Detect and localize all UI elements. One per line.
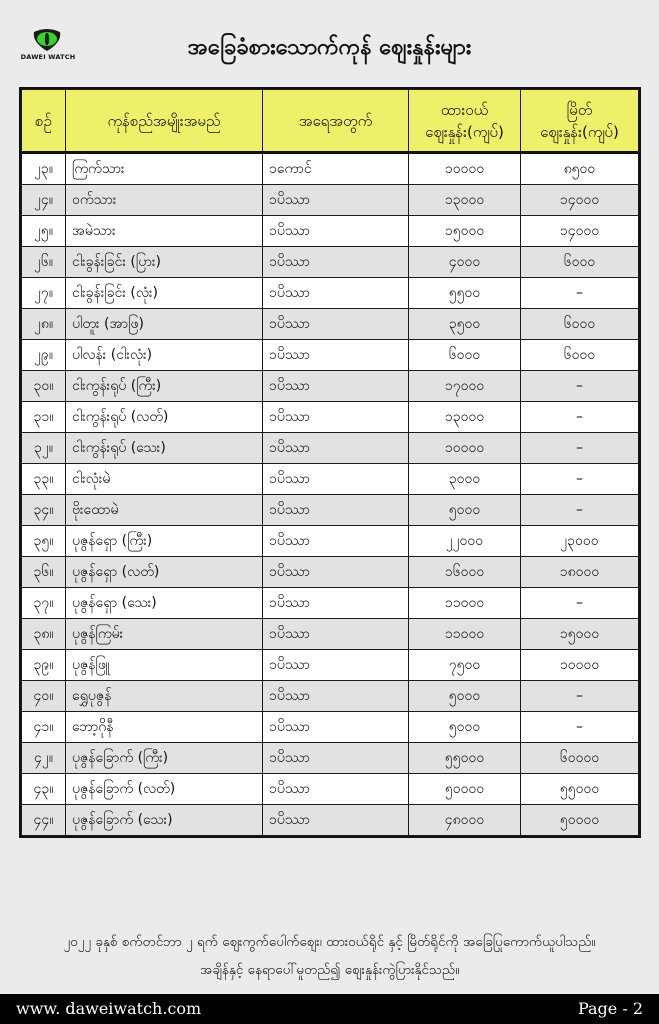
row-dawei-price: ၁၁၀၀၀ (409, 588, 521, 619)
row-unit: ၁ပိဿာ (263, 557, 409, 588)
row-myeik-price: ၂၃၀၀၀ (521, 526, 639, 557)
row-item-name: ပုဇွန်ရှော (လတ်) (66, 557, 263, 588)
row-dawei-price: ၁၃၀၀၀ (409, 185, 521, 216)
table-row (22, 774, 639, 805)
row-number: ၂၄။ (22, 185, 66, 216)
row-number: ၃၄။ (22, 495, 66, 526)
table-header-row (22, 90, 639, 153)
table-row (22, 185, 639, 216)
row-unit: ၁ပိဿာ (263, 774, 409, 805)
row-number: ၃၂။ (22, 433, 66, 464)
row-number: ၄၂။ (22, 743, 66, 774)
row-item-name: ငါးလုံးမဲ (66, 464, 263, 495)
row-item-name: ငါးကွန်းရုပ် (သေး) (66, 433, 263, 464)
row-item-name: ငါးကွန်းရုပ် (ကြီး) (66, 371, 263, 402)
row-unit: ၁ပိဿာ (263, 309, 409, 340)
row-myeik-price: – (521, 371, 639, 402)
page-title: အခြေခံစားသောက်ကုန် ဈေးနှုန်းများ (187, 35, 472, 60)
row-dawei-price: ၅၀၀၀ (409, 495, 521, 526)
table-row (22, 619, 639, 650)
row-dawei-price: ၄၈၀၀၀ (409, 805, 521, 836)
header-myeik-line2: ဈေးနှုန်း(ကျပ်) (540, 122, 619, 141)
row-unit: ၁ပိဿာ (263, 216, 409, 247)
row-item-name: ရွှေပုဇွန် (66, 681, 263, 712)
row-unit: ၁ပိဿာ (263, 402, 409, 433)
row-number: ၃၅။ (22, 526, 66, 557)
row-number: ၂၇။ (22, 278, 66, 309)
row-myeik-price: – (521, 495, 639, 526)
footer-bar (0, 994, 659, 1024)
row-myeik-price: – (521, 681, 639, 712)
row-myeik-price: ၅၅၀၀၀ (521, 774, 639, 805)
table-row (22, 557, 639, 588)
row-myeik-price: ၈၅၀၀ (521, 153, 639, 185)
row-myeik-price: ၆၀၀၀ (521, 340, 639, 371)
row-number: ၃၇။ (22, 588, 66, 619)
row-myeik-price: ၁၅၀၀၀ (521, 619, 639, 650)
table-row (22, 216, 639, 247)
footnote-date: ၂၀၂၂ ခုနှစ် စက်တင်ဘာ ၂ ရက် ဈေးကွက်ပေါက်ဈေး၊ ထားဝယ်ရိုင် နှင့် မြိတ်ရိုင်ကို အခြေပြုကောက်ယူပါသည်။ (63, 934, 596, 950)
row-dawei-price: ၁၆၀၀၀ (409, 557, 521, 588)
row-myeik-price: – (521, 402, 639, 433)
price-table (21, 89, 639, 836)
row-number: ၃၁။ (22, 402, 66, 433)
footer-page-number: Page - 2 (577, 999, 643, 1018)
row-dawei-price: ၁၁၀၀၀ (409, 619, 521, 650)
header-dawei-price (409, 90, 521, 153)
row-unit: ၁ပိဿာ (263, 619, 409, 650)
row-number: ၃၈။ (22, 619, 66, 650)
table-row (22, 371, 639, 402)
row-unit: ၁ပိဿာ (263, 588, 409, 619)
row-unit: ၁ပိဿာ (263, 185, 409, 216)
header-myeik-price (521, 90, 639, 153)
table-row (22, 278, 639, 309)
row-dawei-price: ၁၇၀၀၀ (409, 371, 521, 402)
table-row (22, 743, 639, 774)
row-unit: ၁ပိဿာ (263, 371, 409, 402)
row-unit: ၁ပိဿာ (263, 712, 409, 743)
row-dawei-price: ၅၅၀၀၀ (409, 743, 521, 774)
table-row (22, 340, 639, 371)
brand-name: DAWEI WATCH (20, 53, 76, 61)
row-number: ၃၀။ (22, 371, 66, 402)
row-item-name: ပုဇွန်ခြောက် (လတ်) (66, 774, 263, 805)
row-myeik-price: ၁၄၀၀၀ (521, 216, 639, 247)
row-unit: ၁ပိဿာ (263, 433, 409, 464)
row-unit: ၁ကောင် (263, 153, 409, 185)
row-unit: ၁ပိဿာ (263, 805, 409, 836)
row-number: ၂၈။ (22, 309, 66, 340)
row-dawei-price: ၅၀၀၀၀ (409, 774, 521, 805)
row-item-name: ဗိုးထောမဲ (66, 495, 263, 526)
row-dawei-price: ၅၀၀၀ (409, 712, 521, 743)
footnote-disclaimer: အချိန်နှင့် နေရာပေါ်မူတည်၍ ဈေးနှုန်းကွဲပြားနိုင်သည်။ (199, 962, 460, 978)
table-row (22, 153, 639, 185)
row-unit: ၁ပိဿာ (263, 681, 409, 712)
table-row (22, 588, 639, 619)
table-row (22, 309, 639, 340)
row-item-name: ကြက်သား (66, 153, 263, 185)
row-number: ၄၃။ (22, 774, 66, 805)
table-row (22, 495, 639, 526)
row-unit: ၁ပိဿာ (263, 743, 409, 774)
row-item-name: ပုဇွန်ဖြူ (66, 650, 263, 681)
row-myeik-price: – (521, 464, 639, 495)
row-item-name: ပါတူး (အာဖြ) (66, 309, 263, 340)
row-unit: ၁ပိဿာ (263, 278, 409, 309)
row-number: ၄၄။ (22, 805, 66, 836)
row-item-name: ပုဇွန်ခြောက် (ကြီး) (66, 743, 263, 774)
row-myeik-price: – (521, 433, 639, 464)
row-item-name: ပုဇွန်ရှော (သေး) (66, 588, 263, 619)
row-unit: ၁ပိဿာ (263, 464, 409, 495)
header-item: ကုန်စည်အမျိုးအမည် (66, 90, 263, 153)
row-number: ၂၆။ (22, 247, 66, 278)
footer-website: www. daweiwatch.com (16, 999, 202, 1018)
table-row (22, 247, 639, 278)
row-number: ၃၃။ (22, 464, 66, 495)
row-dawei-price: ၅၀၀၀ (409, 681, 521, 712)
row-dawei-price: ၆၀၀၀ (409, 340, 521, 371)
table-row (22, 464, 639, 495)
row-dawei-price: ၁၃၀၀၀ (409, 402, 521, 433)
row-dawei-price: ၅၅၀၀ (409, 278, 521, 309)
row-number: ၂၃။ (22, 153, 66, 185)
row-number: ၂၉။ (22, 340, 66, 371)
row-number: ၃၉။ (22, 650, 66, 681)
row-myeik-price: ၁၀၀၀၀ (521, 650, 639, 681)
row-item-name: ဘော့ဂိုနီ (66, 712, 263, 743)
row-item-name: ပုဇွန်ရှော (ကြီး) (66, 526, 263, 557)
row-myeik-price: ၆၀၀၀ (521, 247, 639, 278)
table-row (22, 805, 639, 836)
header-myeik-line1: မြိတ် (566, 100, 593, 119)
row-unit: ၁ပိဿာ (263, 247, 409, 278)
row-unit: ၁ပိဿာ (263, 340, 409, 371)
row-item-name: အမဲသား (66, 216, 263, 247)
row-item-name: ငါးကွန်းရုပ် (လတ်) (66, 402, 263, 433)
row-dawei-price: ၇၅၀၀ (409, 650, 521, 681)
table-row (22, 526, 639, 557)
row-myeik-price: – (521, 588, 639, 619)
row-myeik-price: ၁၈၀၀၀ (521, 557, 639, 588)
row-dawei-price: ၄၀၀၀ (409, 247, 521, 278)
table-row (22, 433, 639, 464)
row-dawei-price: ၃၅၀၀ (409, 309, 521, 340)
row-number: ၃၆။ (22, 557, 66, 588)
row-myeik-price: ၁၄၀၀၀ (521, 185, 639, 216)
row-item-name: ဝက်သား (66, 185, 263, 216)
row-unit: ၁ပိဿာ (263, 650, 409, 681)
row-unit: ၁ပိဿာ (263, 526, 409, 557)
row-dawei-price: ၃၀၀၀ (409, 464, 521, 495)
row-item-name: ပါလန်း (ငါးလုံး) (66, 340, 263, 371)
table-row (22, 681, 639, 712)
row-item-name: ပုဇွန်ခြောက် (သေး) (66, 805, 263, 836)
row-number: ၄၀။ (22, 681, 66, 712)
row-item-name: ငါးခွန်းခြင်း (ပြား) (66, 247, 263, 278)
row-myeik-price: ၆၀၀၀၀ (521, 743, 639, 774)
header-dawei-line2: ဈေးနှုန်း(ကျပ်) (425, 122, 504, 141)
row-item-name: ငါးခွန်းခြင်း (လုံး) (66, 278, 263, 309)
row-dawei-price: ၁၅၀၀၀ (409, 216, 521, 247)
row-unit: ၁ပိဿာ (263, 495, 409, 526)
row-myeik-price: ၆၀၀၀ (521, 309, 639, 340)
header-dawei-line1: ထားဝယ် (440, 100, 489, 119)
table-row (22, 402, 639, 433)
header-no: စဉ် (22, 90, 66, 153)
table-body (22, 153, 639, 836)
table-row (22, 712, 639, 743)
row-myeik-price: – (521, 278, 639, 309)
row-item-name: ပုဇွန်ကြမ်း (66, 619, 263, 650)
row-number: ၄၁။ (22, 712, 66, 743)
row-myeik-price: – (521, 712, 639, 743)
row-myeik-price: ၅၀၀၀၀ (521, 805, 639, 836)
row-dawei-price: ၂၂၀၀၀ (409, 526, 521, 557)
row-number: ၂၅။ (22, 216, 66, 247)
row-dawei-price: ၁၀၀၀၀ (409, 433, 521, 464)
header-unit: အရေအတွက် (263, 90, 409, 153)
row-dawei-price: ၁၀၀၀၀ (409, 153, 521, 185)
table-row (22, 650, 639, 681)
